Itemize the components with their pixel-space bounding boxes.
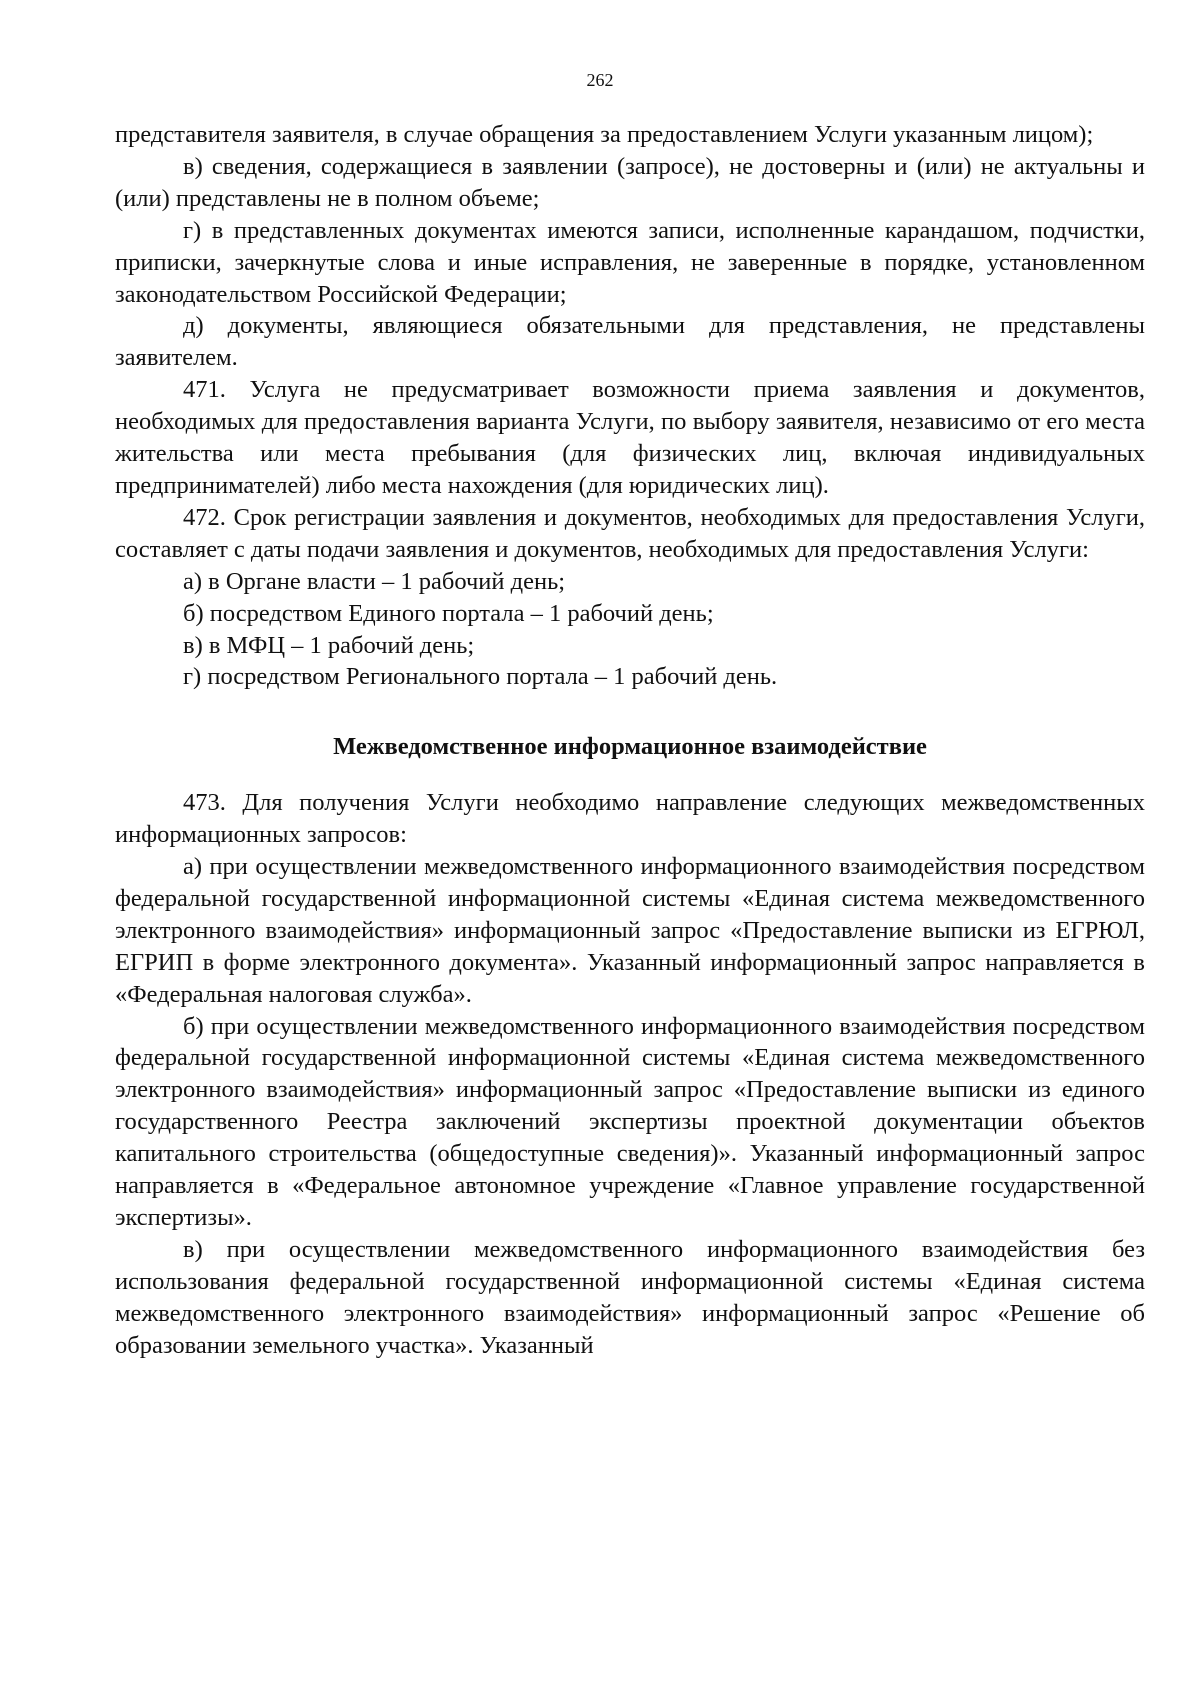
- paragraph-item-v: в) сведения, содержащиеся в заявлении (запросе), не достоверны и (или) не актуальны и (или) представлены не в полном объеме;: [115, 152, 1145, 212]
- paragraph-continuation: представителя заявителя, в случае обращения за предоставлением Услуги указанным лицом);: [115, 121, 1094, 148]
- paragraph-473-v: в) при осуществлении межведомственного информационного взаимодействия без использования федеральной государственной информационной системы «Единая система межведомственного электронного взаимодействия» информационный запрос «Решение об образовании земельного участка». Указанный: [115, 1235, 1145, 1359]
- paragraph-item-g: г) в представленных документах имеются записи, исполненные карандашом, подчистки, приписки, зачеркнутые слова и иные исправления, не заверенные в порядке, установленном законодательством Российской Федерации;: [115, 216, 1145, 308]
- paragraph-473: 473. Для получения Услуги необходимо направление следующих межведомственных информационных запросов:: [115, 789, 1145, 849]
- paragraph-473-b: б) при осуществлении межведомственного информационного взаимодействия посредством федеральной государственной информационной системы «Единая система межведомственного электронного взаимодействия» информационный запрос «Предоставление выписки из единого государственного Реестра заключений экспертизы проектной документации объектов капитального строительства (общедоступные сведения)». Указанный информационный запрос направляется в «Федеральное автономное учреждение «Главное управление государственной экспертизы».: [115, 1012, 1145, 1231]
- paragraph-472: 472. Срок регистрации заявления и документов, необходимых для предоставления Услуги, составляет с даты подачи заявления и документов, необходимых для предоставления Услуги:: [115, 503, 1145, 563]
- paragraph-471: 471. Услуга не предусматривает возможности приема заявления и документов, необходимых для предоставления варианта Услуги, по выбору заявителя, независимо от его места жительства или места пребывания (для физических лиц, включая индивидуальных предпринимателей) либо места нахождения (для юридических лиц).: [115, 376, 1145, 499]
- paragraph-472-g: г) посредством Регионального портала – 1 рабочий день.: [183, 663, 778, 691]
- paragraph-472-a: а) в Органе власти – 1 рабочий день;: [183, 567, 566, 595]
- paragraph-473-a: а) при осуществлении межведомственного информационного взаимодействия посредством федеральной государственной информационной системы «Единая система межведомственного электронного взаимодействия» информационный запрос «Предоставление выписки из ЕГРЮЛ, ЕГРИП в форме электронного документа». Указанный информационный запрос направляется в «Федеральная налоговая служба».: [115, 853, 1145, 1008]
- document-body: [115, 119, 1145, 1362]
- paragraph-472-b: б) посредством Единого портала – 1 рабочий день;: [183, 599, 714, 627]
- section-heading: Межведомственное информационное взаимодействие: [333, 733, 927, 761]
- paragraph-472-v: в) в МФЦ – 1 рабочий день;: [183, 631, 475, 659]
- paragraph-item-d: д) документы, являющиеся обязательными для представления, не представлены заявителем.: [115, 312, 1145, 372]
- page-number: 262: [586, 70, 614, 90]
